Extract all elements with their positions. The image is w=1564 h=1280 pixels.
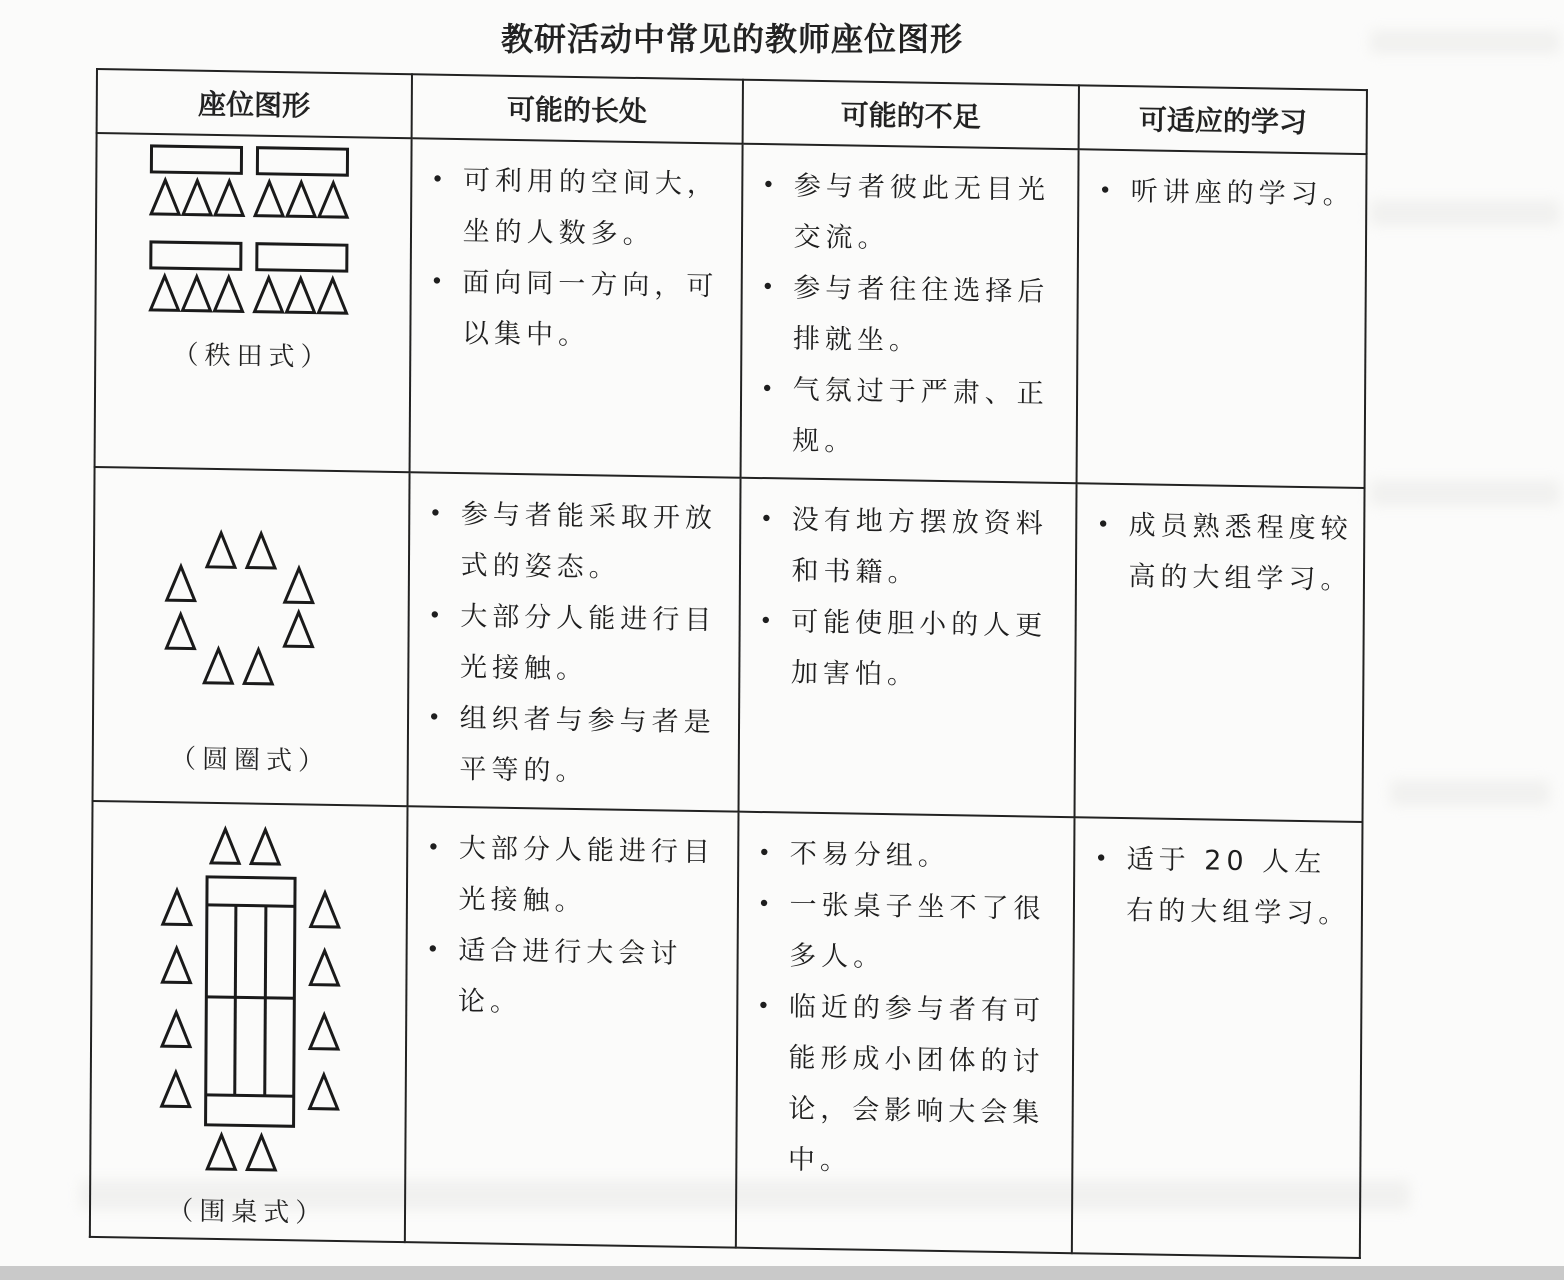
strength-item: • 组织者与参与者是平等的。 xyxy=(423,692,729,799)
seating-table xyxy=(89,68,1368,1259)
layout-name: （圆圈式） xyxy=(170,744,331,777)
weakness-item: • 临近的参与者有可能形成小团体的讨论，会影响大会集中。 xyxy=(752,981,1064,1190)
weakness-item: • 可能使胆小的人更加害怕。 xyxy=(755,596,1066,703)
table-row xyxy=(95,133,1367,488)
weaknesses-cell xyxy=(740,144,1079,484)
bleed-through-text xyxy=(1390,780,1550,806)
strength-item: • 适合进行大会讨论。 xyxy=(422,924,728,1031)
layout-name: （秩田式） xyxy=(172,340,333,373)
layout-name: （围桌式） xyxy=(167,1196,328,1229)
suitable-item: • 成员熟悉程度较高的大组学习。 xyxy=(1092,500,1354,606)
weakness-item: • 参与者彼此无目光交流。 xyxy=(757,160,1068,267)
header-strengths: 可能的长处 xyxy=(411,74,742,143)
weaknesses-cell xyxy=(738,478,1077,818)
weakness-item: • 一张桌子坐不了很多人。 xyxy=(753,879,1064,986)
weakness-item: • 参与者往往选择后排就坐。 xyxy=(757,262,1068,369)
suitable-item: • 听讲座的学习。 xyxy=(1095,166,1357,221)
page-title: 教研活动中常见的教师座位图形 xyxy=(500,20,963,58)
weakness-item: • 不易分组。 xyxy=(754,828,1065,884)
rows-of-desks-icon xyxy=(143,136,364,330)
figure-cell xyxy=(95,133,412,472)
bleed-through-text xyxy=(1370,480,1560,506)
weakness-item: • 没有地方摆放资料和书籍。 xyxy=(755,494,1066,601)
strength-item: • 参与者能采取开放式的姿态。 xyxy=(424,488,730,595)
header-weaknesses: 可能的不足 xyxy=(742,80,1079,150)
strengths-cell xyxy=(407,472,740,811)
figure-cell xyxy=(90,801,407,1242)
bleed-through-text xyxy=(1370,200,1560,226)
suitable-cell xyxy=(1072,817,1362,1258)
viewer-bottom-bar xyxy=(0,1266,1564,1280)
suitable-cell xyxy=(1077,149,1367,488)
header-figure: 座位图形 xyxy=(97,69,412,138)
weakness-item: • 气氛过于严肃、正规。 xyxy=(756,364,1067,471)
suitable-cell xyxy=(1075,483,1365,822)
strengths-cell xyxy=(409,138,742,477)
header-suitable: 可适应的学习 xyxy=(1079,85,1367,154)
table-row xyxy=(90,801,1363,1258)
strength-item: • 可利用的空间大，坐的人数多。 xyxy=(427,154,733,261)
strengths-cell xyxy=(404,806,738,1247)
strength-item: • 大部分人能进行目光接触。 xyxy=(424,590,730,697)
strength-item: • 大部分人能进行目光接触。 xyxy=(422,822,728,929)
conference-table-icon xyxy=(148,822,350,1185)
figure-cell xyxy=(93,467,410,806)
circle-seating-icon xyxy=(150,520,351,733)
table-row xyxy=(93,467,1365,822)
suitable-item: • 适于 20 人左右的大组学习。 xyxy=(1090,834,1352,940)
weaknesses-cell xyxy=(735,812,1074,1254)
strength-item: • 面向同一方向，可以集中。 xyxy=(426,256,732,363)
